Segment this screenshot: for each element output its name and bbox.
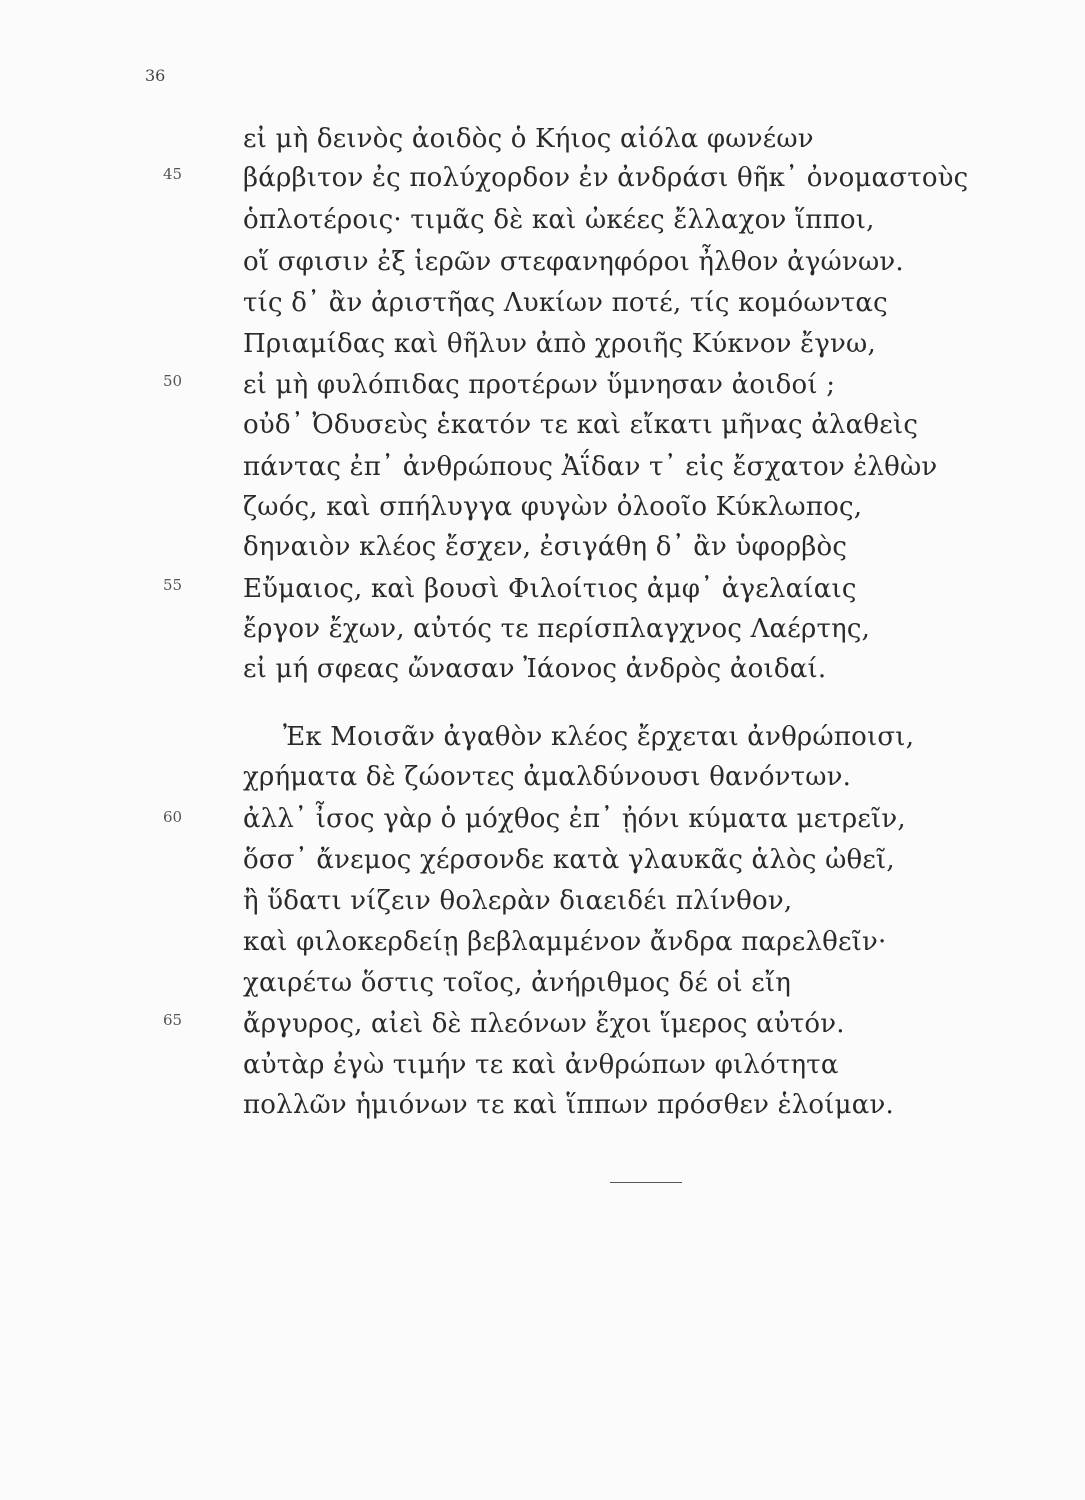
line-number: 50 [163, 372, 183, 390]
verse-line: εἰ μή σφεας ὤνασαν Ἰάονος ἀνδρὸς ἀοιδαί. [243, 654, 827, 684]
line-number: 55 [163, 576, 183, 594]
verse-line: πολλῶν ἡμιόνων τε καὶ ἵππων πρόσθεν ἑλοίμαν. [243, 1090, 894, 1120]
verse-line: ὁπλοτέροις· τιμᾶς δὲ καὶ ὠκέες ἔλλαχον ἵπποι, [243, 205, 875, 235]
verse-line: Πριαμίδας καὶ θῆλυν ἀπὸ χροιῆς Κύκνον ἔγνω, [243, 329, 876, 359]
verse-line: οἵ σφισιν ἐξ ἱερῶν στεφανηφόροι ἦλθον ἀγώνων. [243, 247, 904, 277]
verse-line: ὅσσ᾽ ἄνεμος χέρσονδε κατὰ γλαυκᾶς ἁλὸς ὠθεῖ, [243, 845, 895, 875]
verse-line: πάντας ἐπ᾽ ἀνθρώπους Ἀΐδαν τ᾽ εἰς ἔσχατον ἐλθὼν [243, 452, 938, 482]
verse-line: ἢ ὕδατι νίζειν θολερὰν διαειδέι πλίνθον, [243, 886, 793, 916]
verse-line: αὐτὰρ ἐγὼ τιμήν τε καὶ ἀνθρώπων φιλότητα [243, 1050, 839, 1080]
verse-line: δηναιὸν κλέος ἔσχεν, ἐσιγάθη δ᾽ ἂν ὑφορβὸς [243, 532, 848, 562]
verse-line: τίς δ᾽ ἂν ἀριστῆας Λυκίων ποτέ, τίς κομόωντας [243, 288, 888, 318]
verse-line: εἰ μὴ δεινὸς ἀοιδὸς ὁ Κήιος αἰόλα φωνέων [243, 124, 814, 154]
section-divider [610, 1182, 682, 1183]
verse-line: Ἐκ Μοισᾶν ἀγαθὸν κλέος ἔρχεται ἀνθρώποισι, [283, 722, 915, 752]
page-number: 36 [145, 66, 166, 85]
line-number: 65 [163, 1011, 183, 1029]
verse-line: ἔργον ἔχων, αὐτός τε περίσπλαγχνος Λαέρτης, [243, 614, 871, 644]
verse-line: Εὔμαιος, καὶ βουσὶ Φιλοίτιος ἀμφ᾽ ἀγελαίαις [243, 574, 857, 604]
verse-line: οὐδ᾽ Ὀδυσεὺς ἑκατόν τε καὶ εἴκατι μῆνας ἀλαθεὶς [243, 410, 919, 440]
verse-line: καὶ φιλοκερδείῃ βεβλαμμένον ἄνδρα παρελθεῖν· [243, 927, 887, 957]
verse-line: χρήματα δὲ ζώοντες ἀμαλδύνουσι θανόντων. [243, 762, 852, 792]
line-number: 60 [163, 808, 183, 826]
verse-line: ἄργυρος, αἰεὶ δὲ πλεόνων ἔχοι ἵμερος αὐτόν. [243, 1009, 845, 1039]
verse-line: βάρβιτον ἐς πολύχορδον ἐν ἀνδράσι θῆκ᾽ ὀνομαστοὺς [243, 163, 969, 193]
verse-line: ἀλλ᾽ ἶσος γὰρ ὁ μόχθος ἐπ᾽ ᾐόνι κύματα μετρεῖν, [243, 804, 906, 834]
line-number: 45 [163, 165, 183, 183]
verse-line: ζωός, καὶ σπήλυγγα φυγὼν ὀλοοῖο Κύκλωπος, [243, 492, 863, 522]
verse-line: χαιρέτω ὅστις τοῖος, ἀνήριθμος δέ οἱ εἴη [243, 968, 792, 998]
verse-line: εἰ μὴ φυλόπιδας προτέρων ὕμνησαν ἀοιδοί ; [243, 370, 836, 400]
